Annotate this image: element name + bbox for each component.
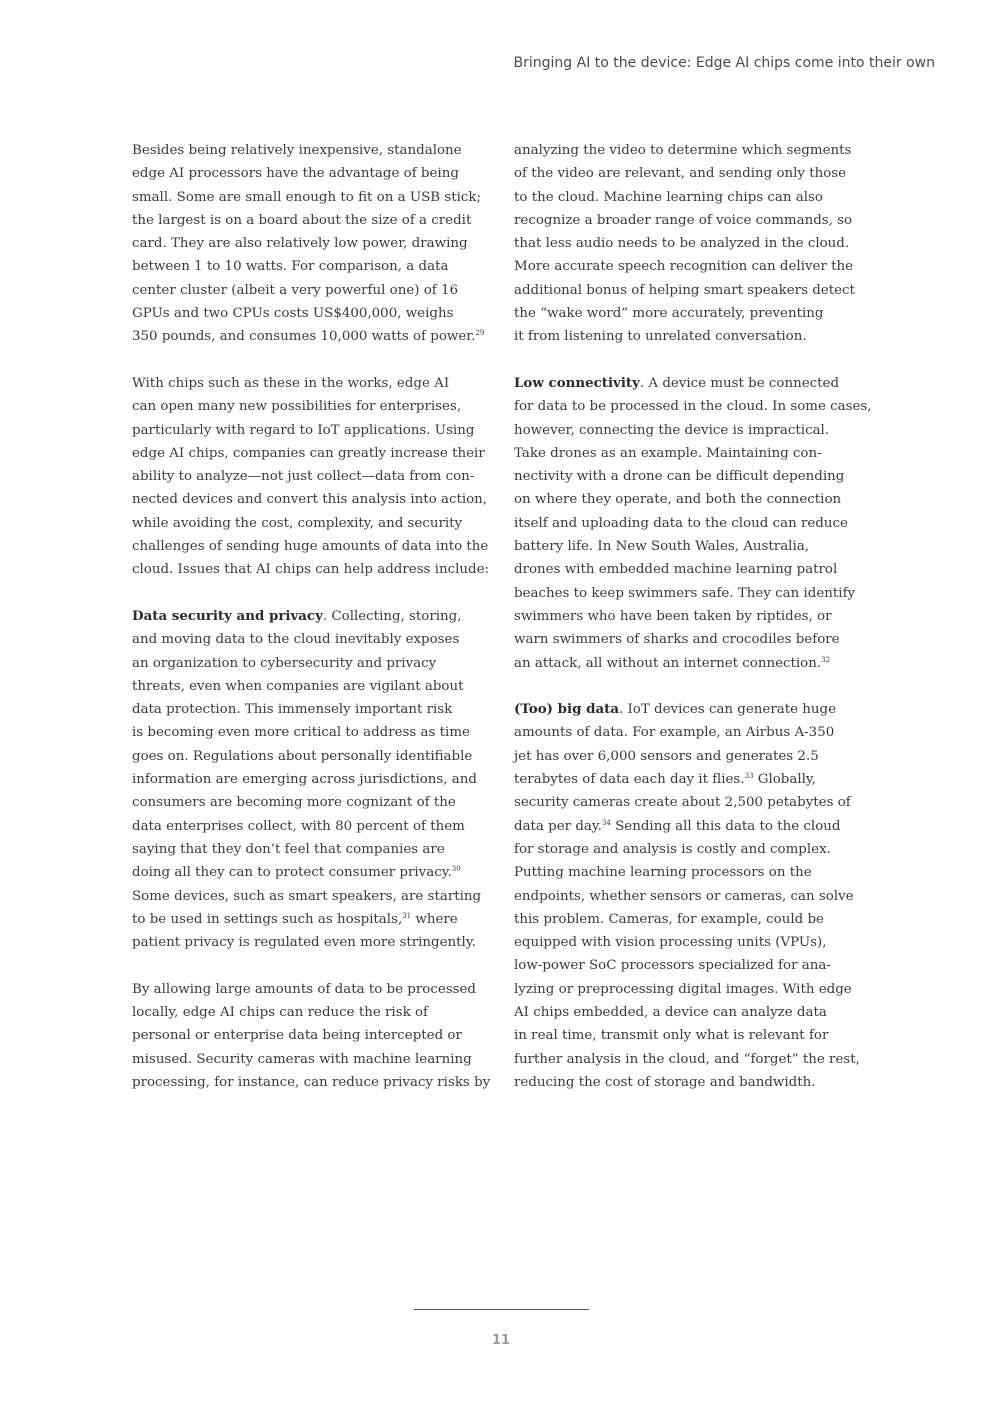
text-line: however, connecting the device is impractical. <box>514 422 830 438</box>
text-line: on where they operate, and both the connection <box>514 492 842 508</box>
text-line <box>514 815 864 838</box>
section-heading-low-connectivity: Low connectivity <box>514 374 640 391</box>
text-line: data enterprises collect, with 80 percent of them <box>132 818 465 834</box>
text-line: to the cloud. Machine learning chips can also <box>514 189 823 205</box>
text-line: it from listening to unrelated conversation. <box>514 329 807 345</box>
text-fragment: Globally, <box>753 772 816 788</box>
text-line: lyzing or preprocessing digital images. With edge <box>514 981 852 997</box>
text-line: of the video are relevant, and sending only those <box>514 166 847 182</box>
text-fragment: doing all they can to protect consumer privacy. <box>132 865 452 881</box>
footnote-ref-30: 30 <box>451 865 461 874</box>
text-line: goes on. Regulations about personally identifiable <box>132 748 473 764</box>
text-line: while avoiding the cost, complexity, and security <box>132 515 463 531</box>
text-line: can open many new possibilities for enterprises, <box>132 399 462 415</box>
paragraph-big-data <box>514 698 864 1094</box>
paragraph-possibilities <box>132 372 490 582</box>
text-line: misused. Security cameras with machine learning <box>132 1051 472 1067</box>
text-line: analyzing the video to determine which segments <box>514 143 852 158</box>
text-line: data protection. This immensely important risk <box>132 702 453 718</box>
text-line: an organization to cybersecurity and privacy <box>132 655 437 671</box>
text-line: jet has over 6,000 sensors and generates 2.5 <box>514 748 819 764</box>
footnote-ref-29: 29 <box>475 329 485 338</box>
text-line: beaches to keep swimmers safe. They can identify <box>514 585 856 601</box>
text-line: small. Some are small enough to fit on a USB stick; <box>132 189 482 205</box>
text-fragment: where <box>411 911 458 927</box>
text-line <box>132 861 482 884</box>
text-fragment: 350 pounds, and consumes 10,000 watts of power. <box>132 329 476 345</box>
text-line: for storage and analysis is costly and complex. <box>514 841 831 857</box>
text-line <box>514 768 864 791</box>
text-line: More accurate speech recognition can deliver the <box>514 259 854 275</box>
text-line: equipped with vision processing units (VPUs), <box>514 935 827 951</box>
text-line: saying that they don’t feel that companies are <box>132 841 445 857</box>
text-line: particularly with regard to IoT applications. Using <box>132 422 475 438</box>
footnote-ref-32: 32 <box>821 655 831 664</box>
text-line: is becoming even more critical to address as time <box>132 725 470 741</box>
running-header-title: Bringing AI to the device: Edge AI chips come into their own <box>513 55 935 71</box>
text-line: Some devices, such as smart speakers, are starting <box>132 888 482 904</box>
text-line: card. They are also relatively low power, drawing <box>132 236 468 252</box>
footer-divider <box>414 1309 589 1310</box>
text-line: locally, edge AI chips can reduce the risk of <box>132 1004 428 1020</box>
text-line: challenges of sending huge amounts of data into the <box>132 539 489 555</box>
text-line: for data to be processed in the cloud. In some cases, <box>514 399 872 415</box>
text-line <box>514 652 864 675</box>
left-column <box>132 139 491 1094</box>
text-line: By allowing large amounts of data to be processed <box>132 981 476 997</box>
text-line: ability to analyze—not just collect—data from con- <box>132 469 475 485</box>
text-line: amounts of data. For example, an Airbus A-350 <box>514 725 835 741</box>
text-line: processing, for instance, can reduce privacy risks by <box>132 1074 491 1090</box>
text-fragment: . IoT devices can generate huge <box>619 702 837 718</box>
text-line <box>132 908 482 931</box>
paragraph-low-connectivity <box>514 372 872 675</box>
text-line: this problem. Cameras, for example, could be <box>514 911 824 927</box>
text-line: reducing the cost of storage and bandwidth. <box>514 1074 816 1090</box>
text-fragment: . A device must be connected <box>639 375 840 391</box>
paragraph-video-analysis <box>514 139 864 349</box>
text-line: edge AI processors have the advantage of being <box>132 166 459 182</box>
text-line: warn swimmers of sharks and crocodiles before <box>514 632 840 648</box>
text-line: swimmers who have been taken by riptides, or <box>514 608 832 624</box>
text-line <box>514 372 864 395</box>
text-line <box>132 605 482 628</box>
text-line: security cameras create about 2,500 petabytes of <box>514 795 851 811</box>
text-line: nectivity with a drone can be difficult depending <box>514 469 845 485</box>
text-line: nected devices and convert this analysis into action, <box>132 492 488 508</box>
text-line: GPUs and two CPUs costs US$400,000, weighs <box>132 306 454 322</box>
text-line: battery life. In New South Wales, Australia, <box>514 539 809 555</box>
text-line: threats, even when companies are vigilant about <box>132 678 464 694</box>
text-fragment: terabytes of data each day it flies. <box>514 772 745 788</box>
text-line: Putting machine learning processors on the <box>514 865 812 881</box>
text-line: that less audio needs to be analyzed in the cloud. <box>514 236 850 252</box>
text-line: cloud. Issues that AI chips can help address include: <box>132 562 490 578</box>
text-line: itself and uploading data to the cloud can reduce <box>514 515 848 531</box>
text-line: between 1 to 10 watts. For comparison, a data <box>132 259 449 275</box>
text-line: consumers are becoming more cognizant of the <box>132 795 456 811</box>
text-line: in real time, transmit only what is relevant for <box>514 1028 829 1044</box>
text-fragment: Sending all this data to the cloud <box>610 818 841 834</box>
text-line: the largest is on a board about the size of a credit <box>132 212 472 228</box>
page-number: 11 <box>491 1333 511 1348</box>
text-line: information are emerging across jurisdictions, and <box>132 772 477 788</box>
text-line: personal or enterprise data being intercepted or <box>132 1028 462 1044</box>
section-heading-big-data: (Too) big data <box>514 701 619 718</box>
text-fragment: to be used in settings such as hospitals, <box>132 911 403 927</box>
text-line: patient privacy is regulated even more stringently. <box>132 935 476 951</box>
text-line <box>132 325 485 348</box>
text-line: With chips such as these in the works, edge AI <box>132 375 450 391</box>
text-line: Take drones as an example. Maintaining con- <box>514 445 822 461</box>
text-line: drones with embedded machine learning patrol <box>514 562 838 578</box>
paragraph-cost-size-power <box>132 139 485 349</box>
text-line: endpoints, whether sensors or cameras, can solve <box>514 888 854 904</box>
text-line: recognize a broader range of voice commands, so <box>514 212 853 228</box>
footnote-ref-33: 33 <box>744 772 754 781</box>
text-line: AI chips embedded, a device can analyze data <box>514 1004 827 1020</box>
text-line: low-power SoC processors specialized for ana- <box>514 958 831 974</box>
right-column <box>514 139 872 1094</box>
text-fragment: . Collecting, storing, <box>322 608 462 624</box>
section-heading-data-security: Data security and privacy <box>132 607 323 624</box>
text-line: the “wake word” more accurately, preventing <box>514 306 824 322</box>
text-fragment: data per day. <box>514 818 602 834</box>
footnote-ref-34: 34 <box>601 818 611 827</box>
text-line: Besides being relatively inexpensive, standalone <box>132 143 462 158</box>
text-line: edge AI chips, companies can greatly increase their <box>132 445 485 461</box>
text-line: additional bonus of helping smart speakers detect <box>514 282 855 298</box>
text-line: center cluster (albeit a very powerful one) of 16 <box>132 282 459 298</box>
text-fragment: an attack, all without an internet connection. <box>514 655 822 671</box>
footnote-ref-31: 31 <box>402 911 412 920</box>
text-line: and moving data to the cloud inevitably exposes <box>132 632 460 648</box>
paragraph-local-processing <box>132 978 491 1094</box>
text-line: further analysis in the cloud, and “forget” the rest, <box>514 1051 860 1067</box>
paragraph-data-security <box>132 605 482 954</box>
text-line <box>514 698 864 721</box>
